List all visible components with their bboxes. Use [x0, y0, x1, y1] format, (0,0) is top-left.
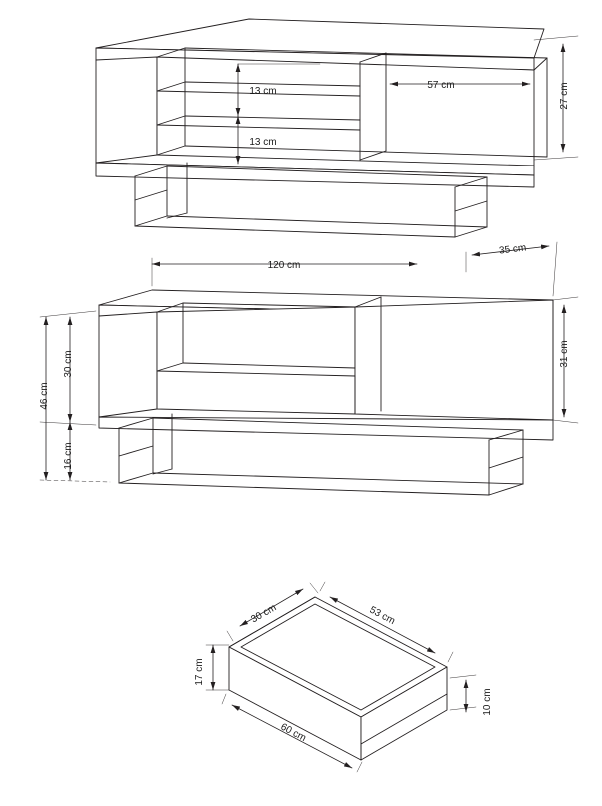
dim-drawer-front-height: 10 cm	[482, 688, 493, 716]
dim-open-compartment-width: 57 cm	[427, 80, 455, 91]
dim-leg-height: 16 cm	[63, 442, 74, 470]
dim-shelf-height-lower: 13 cm	[249, 137, 277, 148]
view-front-perspective	[40, 242, 578, 495]
dim-overall-depth: 35 cm	[498, 242, 527, 257]
view-top-interior	[96, 19, 578, 237]
dim-overall-width: 120 cm	[267, 260, 301, 271]
dim-drawer-outer-width: 60 cm	[278, 721, 308, 745]
view-drawer-detail	[206, 582, 476, 772]
dim-cabinet-body-height: 27 cm	[559, 82, 570, 110]
dim-shelf-height-upper: 13 cm	[249, 86, 277, 97]
dim-total-height: 46 cm	[39, 382, 50, 410]
dim-drawer-inner-depth: 30 cm	[249, 602, 279, 626]
dim-drawer-inner-width: 53 cm	[367, 604, 397, 628]
dim-drawer-side-height: 17 cm	[194, 658, 205, 686]
dim-body-height: 31 cm	[559, 340, 570, 368]
dim-cabinet-height: 30 cm	[63, 350, 74, 378]
